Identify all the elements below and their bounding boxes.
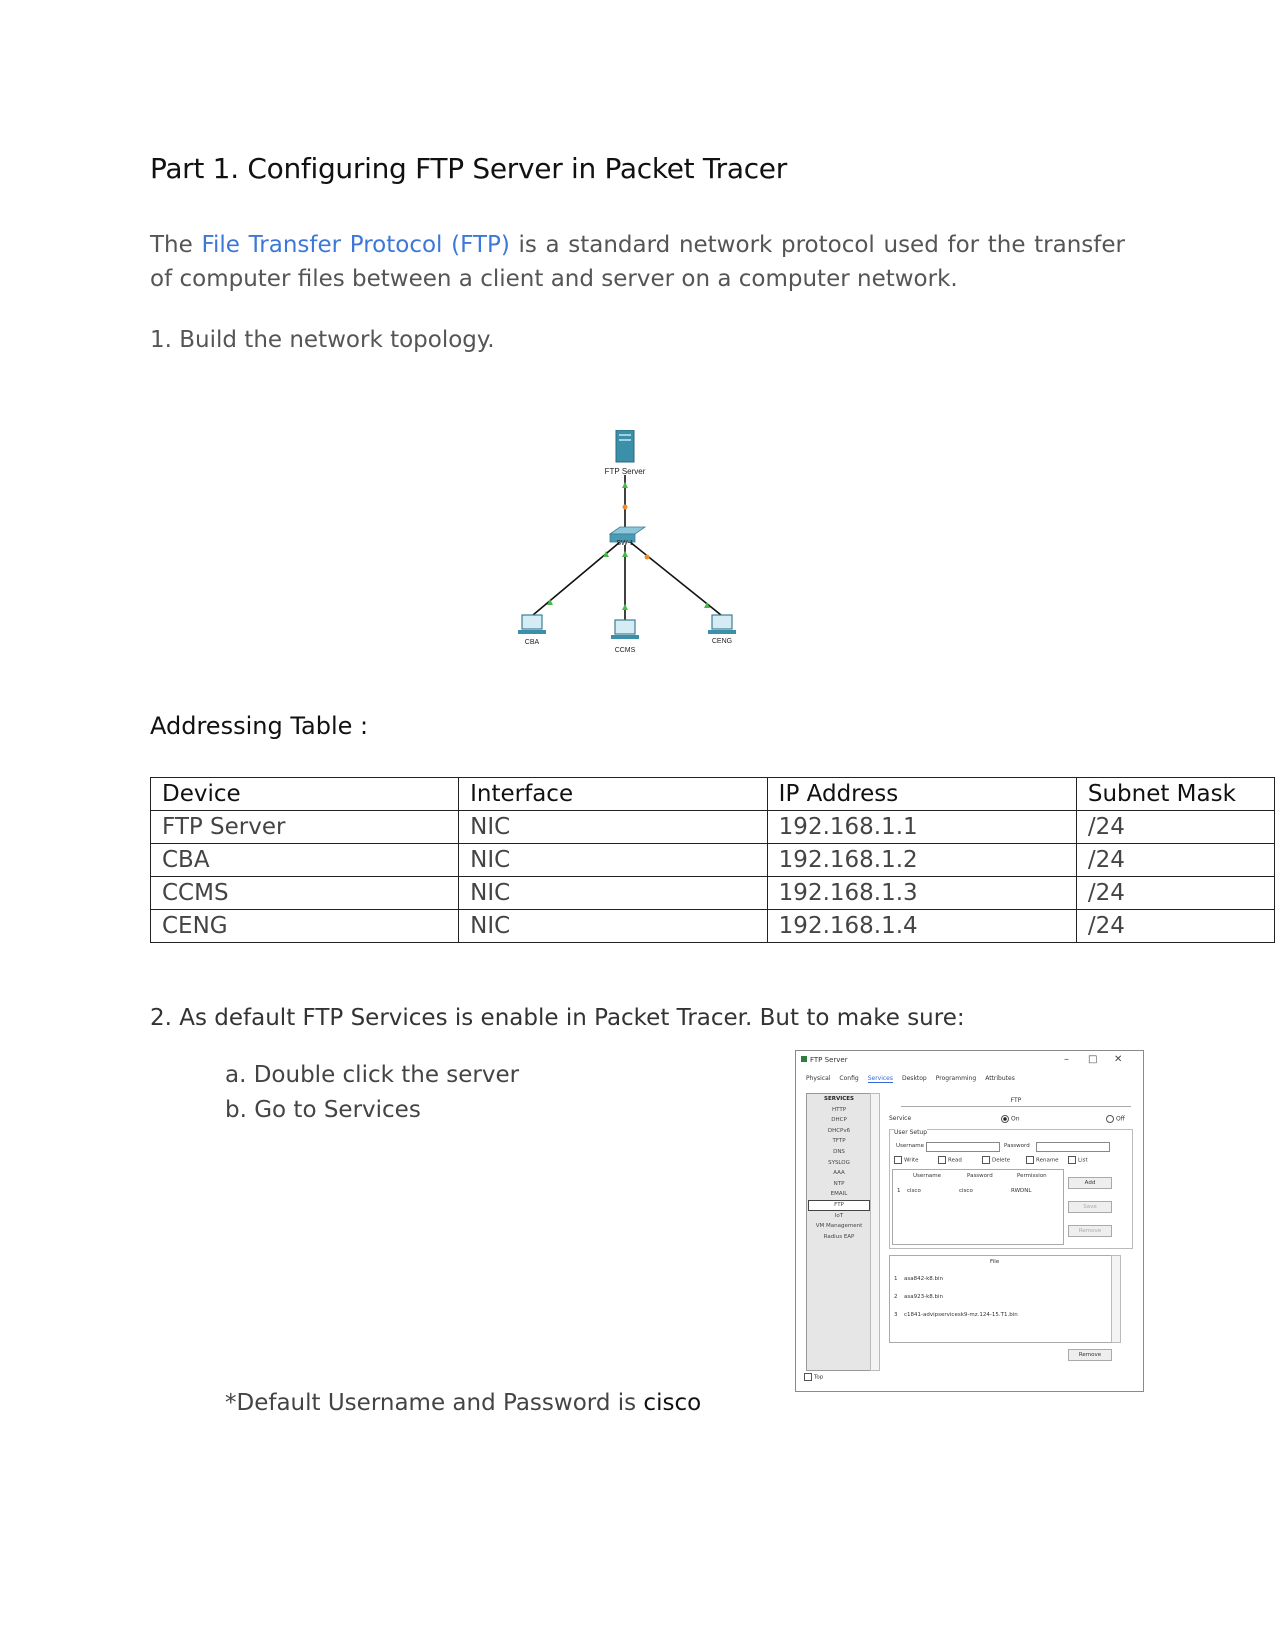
file-name[interactable]: c1841-advipservicesk9-mz.124-15.T1.bin [904,1312,1018,1318]
switch-label: SW-1 [616,540,634,547]
perm-rename-checkbox[interactable] [1026,1156,1059,1164]
pc-label-cba: CBA [524,639,540,646]
service-item-vm-management[interactable]: VM Management [815,1223,863,1230]
ftp-server-window [795,1050,1144,1392]
perm-list-label: List [1078,1157,1088,1164]
cell-mask: /24 [1076,844,1274,877]
header-subnet-mask: Subnet Mask [1076,778,1274,811]
table-row [151,910,1275,943]
header-interface: Interface [459,778,768,811]
default-credentials-note [225,1390,701,1416]
cell-device: CCMS [151,877,459,910]
top-checkbox[interactable] [804,1373,823,1381]
file-name[interactable]: asa923-k8.bin [904,1294,944,1300]
user-row-permission[interactable]: RWDNL [1011,1188,1032,1194]
link-status-server-up [622,482,628,488]
link-status-ccms-pc [622,604,628,610]
service-item-iot[interactable]: IoT [834,1212,844,1219]
addressing-table [150,777,1275,943]
file-index: 2 [894,1294,898,1300]
cell-mask: /24 [1076,811,1274,844]
remove-file-button[interactable]: Remove [1068,1349,1112,1361]
tab-physical[interactable]: Physical [806,1075,831,1082]
cell-ip: 192.168.1.1 [767,811,1076,844]
perm-delete-label: Delete [992,1157,1011,1164]
top-label: Top [814,1374,824,1381]
step-1: 1. Build the network topology. [150,327,495,353]
note-prefix: *Default Username and Password is [225,1390,644,1416]
services-header: SERVICES [823,1096,854,1102]
minimize-icon[interactable]: – [1064,1054,1069,1065]
pc-icon-cba [518,615,546,634]
step-2: 2. As default FTP Services is enable in Packet Tracer. But to make sure: [150,1005,965,1031]
perm-list-checkbox[interactable] [1068,1156,1088,1164]
intro-prefix: The [150,232,202,258]
link-status-ceng-sw [645,555,650,560]
tab-attributes[interactable]: Attributes [985,1075,1015,1082]
table-row [151,877,1275,910]
link-status-ccms-sw [622,551,628,557]
file-name[interactable]: asa842-k8.bin [904,1276,944,1282]
cell-mask: /24 [1076,910,1274,943]
user-row-index: 1 [897,1188,901,1194]
cell-interface: NIC [459,844,768,877]
cell-device: CENG [151,910,459,943]
service-label: Service [889,1115,912,1122]
service-item-aaa[interactable]: AAA [833,1170,845,1177]
password-input[interactable] [1036,1142,1110,1152]
cell-ip: 192.168.1.4 [767,910,1076,943]
window-tabs [806,1075,1024,1083]
perm-read-checkbox[interactable] [938,1156,962,1164]
service-item-radius-eap[interactable]: Radius EAP [823,1233,855,1240]
user-row-password[interactable]: cisco [959,1188,973,1194]
service-item-tftp[interactable]: TFTP [832,1138,846,1145]
perm-read-label: Read [948,1157,962,1164]
perm-write-checkbox[interactable] [894,1156,919,1164]
col-permission: Permission [1017,1173,1047,1179]
service-item-ntp[interactable]: NTP [833,1180,845,1187]
substep-a: a. Double click the server [225,1062,520,1088]
file-list [889,1255,1113,1343]
username-input[interactable] [926,1142,1000,1152]
service-on-label: On [1011,1115,1020,1123]
service-item-syslog[interactable]: SYSLOG [828,1159,850,1166]
intro-paragraph [150,228,1125,296]
services-list [806,1093,872,1371]
close-icon[interactable]: ✕ [1114,1054,1123,1065]
ftp-link[interactable]: File Transfer Protocol (FTP) [201,232,510,258]
maximize-icon[interactable]: □ [1088,1054,1098,1065]
window-titlebar [796,1051,1143,1069]
service-off-label: Off [1116,1115,1125,1123]
table-row [151,811,1275,844]
substep-list [225,1058,519,1128]
username-label: Username [896,1143,925,1149]
file-index: 3 [894,1312,898,1318]
service-item-email[interactable]: EMAIL [830,1191,848,1198]
pc-icon-ccms [611,620,639,639]
tab-config[interactable]: Config [839,1075,859,1082]
app-icon [801,1056,807,1062]
note-value: cisco [643,1390,702,1416]
col-password: Password [967,1173,993,1179]
tab-programming[interactable]: Programming [935,1075,977,1082]
addressing-table-title: Addressing Table : [150,712,369,740]
file-index: 1 [894,1276,898,1282]
tab-desktop[interactable]: Desktop [902,1075,927,1082]
user-row-username[interactable]: cisco [907,1188,921,1194]
network-topology-diagram [495,430,755,660]
table-header-row [151,778,1275,811]
remove-user-button[interactable]: Remove [1068,1225,1112,1237]
service-off-radio[interactable] [1106,1115,1125,1123]
header-ip-address: IP Address [767,778,1076,811]
pc-label-ccms: CCMS [614,647,636,654]
header-device: Device [151,778,459,811]
pc-label-ceng: CENG [711,638,733,645]
service-item-dhcpv6[interactable]: DHCPv6 [827,1127,851,1134]
add-button[interactable]: Add [1068,1177,1112,1189]
radio-on-icon [1001,1115,1009,1123]
file-list-scrollbar[interactable] [1111,1255,1121,1343]
perm-delete-checkbox[interactable] [982,1156,1010,1164]
service-on-radio[interactable] [1001,1115,1020,1123]
service-item-dhcp[interactable]: DHCP [831,1117,847,1124]
ftp-panel-title: FTP [901,1097,1131,1107]
col-username: Username [913,1173,942,1179]
perm-write-label: Write [904,1157,919,1164]
perm-rename-label: Rename [1036,1157,1059,1164]
cell-interface: NIC [459,877,768,910]
service-item-http[interactable]: HTTP [831,1106,847,1113]
substep-b: b. Go to Services [225,1097,421,1123]
intro-rest: is a standard network protocol used for the transfer of computer files between a client and server on a computer network. [150,232,1125,292]
service-item-dns[interactable]: DNS [833,1148,845,1155]
cell-interface: NIC [459,811,768,844]
cell-mask: /24 [1076,877,1274,910]
cell-interface: NIC [459,910,768,943]
window-title: FTP Server [810,1056,848,1064]
cell-device: FTP Server [151,811,459,844]
user-setup-label: User Setup [894,1129,928,1136]
ftp-server-icon [616,430,634,462]
services-scrollbar[interactable] [870,1093,880,1371]
pc-icon-ceng [708,615,736,634]
page-title: Part 1. Configuring FTP Server in Packet Tracer [150,152,787,185]
cell-ip: 192.168.1.3 [767,877,1076,910]
radio-off-icon [1106,1115,1114,1123]
user-list [892,1169,1064,1245]
service-item-ftp[interactable]: FTP [808,1200,870,1211]
save-button[interactable]: Save [1068,1201,1112,1213]
file-header: File [990,1259,1000,1265]
table-row [151,844,1275,877]
cell-ip: 192.168.1.2 [767,844,1076,877]
link-status-server [623,505,628,510]
server-label: FTP Server [604,467,646,476]
cell-device: CBA [151,844,459,877]
password-label: Password [1004,1143,1030,1149]
tab-services[interactable]: Services [867,1075,893,1082]
